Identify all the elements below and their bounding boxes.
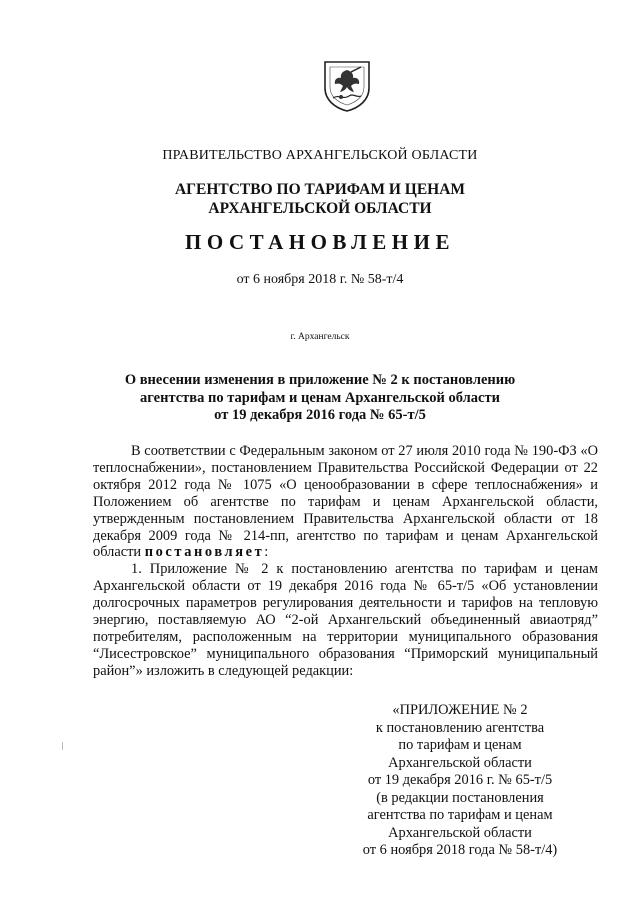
resolves-word: постановляет	[144, 544, 265, 561]
subject-line1: О внесении изменения в приложение № 2 к постановлению	[124, 372, 516, 388]
clause-1-paragraph: 1. Приложение № 2 к постановлению агентства по тарифам и ценам Архангельской области от 19 декабря 2016 года № 65-т/5 «Об установлении долгосрочных параметров регулирования деятельности и тарифов на тепловую энергию, поставляемую АО “2-ой Архангельский объединенный авиаотряд” потребителям, расположенным на территории муниципального образования “Лисестровское” муниципального образования “Приморский муниципальный район”» изложить в следующей редакции:	[93, 561, 598, 679]
subject-line2: агентства по тарифам и ценам Архангельской области	[140, 389, 500, 406]
preamble-colon: :	[264, 544, 269, 561]
appendix-header	[340, 702, 580, 860]
agency-name-line2: АРХАНГЕЛЬСКОЙ ОБЛАСТИ	[208, 200, 432, 217]
appendix-line6: (в редакции постановления	[376, 789, 544, 806]
appendix-line8: Архангельской области	[388, 824, 532, 841]
agency-name	[0, 180, 640, 218]
coat-of-arms-icon	[321, 58, 373, 112]
agency-name-line1: АГЕНТСТВО ПО ТАРИФАМ И ЦЕНАМ	[174, 181, 466, 198]
document-body	[93, 443, 598, 680]
appendix-line3: по тарифам и ценам	[398, 737, 522, 753]
document-type-title: ПОСТАНОВЛЕНИЕ	[185, 230, 455, 254]
document-city: г. Архангельск	[290, 332, 350, 342]
appendix-line7: агентства по тарифам и ценам	[367, 807, 553, 823]
appendix-line5: от 19 декабря 2016 г. № 65-т/5	[367, 772, 553, 788]
preamble-text: В соответствии с Федеральным законом от 27 июля 2010 года № 190-ФЗ «О теплоснабжении», постановлением Правительства Российской Федерации от 22 октября 2012 года № 1075 «О ценообразовании в сфере теплоснабжения» и Положением об агентстве по тарифам и ценам Архангельской области, утвержденным постановлением Правительства Архангельской области от 18 декабря 2009 года № 214-пп, агентство по тарифам и ценам Архангельской области	[93, 443, 598, 561]
appendix-line9: от 6 ноября 2018 года № 58-т/4)	[362, 842, 558, 858]
appendix-line1: «ПРИЛОЖЕНИЕ № 2	[392, 702, 528, 718]
margin-mark	[62, 742, 63, 750]
appendix-line2: к постановлению агентства	[375, 719, 545, 736]
appendix-line4: Архангельской области	[388, 754, 532, 771]
preamble-paragraph	[93, 443, 598, 561]
document-subject	[0, 372, 640, 425]
document-date-number: от 6 ноября 2018 г. № 58-т/4	[236, 272, 404, 287]
government-name: ПРАВИТЕЛЬСТВО АРХАНГЕЛЬСКОЙ ОБЛАСТИ	[162, 148, 478, 163]
subject-line3: от 19 декабря 2016 года № 65-т/5	[214, 407, 426, 423]
